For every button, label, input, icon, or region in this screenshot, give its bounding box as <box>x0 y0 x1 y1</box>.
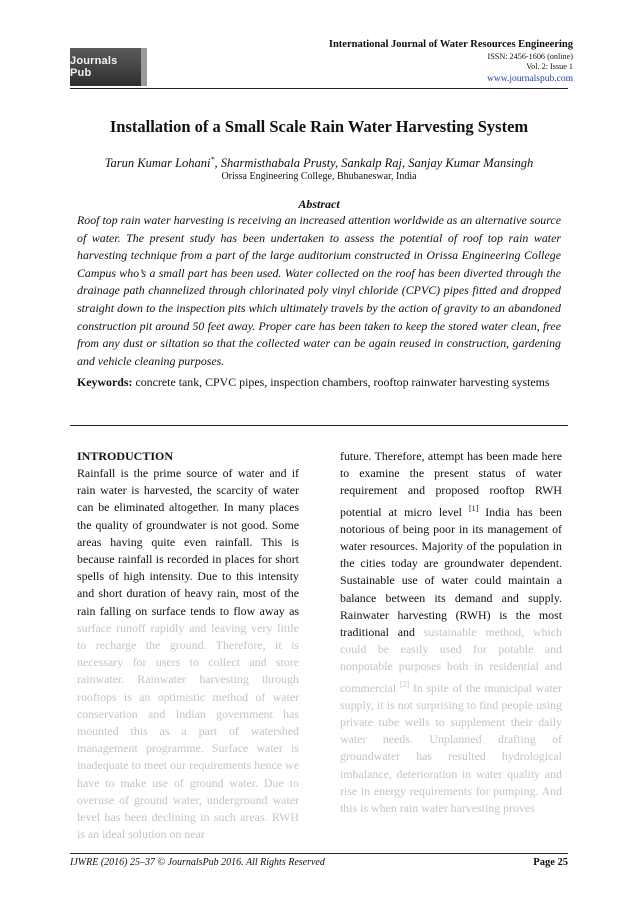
left-column <box>77 448 299 860</box>
keywords-label: Keywords: <box>77 375 133 389</box>
header-rule <box>70 88 568 89</box>
affiliation: Orissa Engineering College, Bhubaneswar, India <box>221 171 417 182</box>
citation-ref-2: [2] <box>399 679 410 689</box>
keywords-text: concrete tank, CPVC pipes, inspection chambers, rooftop rainwater harvesting systems <box>132 375 550 389</box>
paper-title: Installation of a Small Scale Rain Water Harvesting System <box>109 117 529 136</box>
abstract-rule <box>70 425 568 426</box>
logo-text: Journals Pub <box>70 55 118 79</box>
intro-paragraph-right <box>340 448 562 817</box>
journal-header <box>253 38 573 85</box>
corresponding-mark: * <box>210 155 215 164</box>
left-faded-text: surface runoff rapidly and leaving very little to recharge the ground. Therefore, it is necessary for users to collect and store rainwater. Rainwater harvesting through rooftops is an optimistic method of water conservation and Indian government has mounted this as a part of watershed management programme. Surface water is inadequate to meet our requirements hence we have to make use of ground water. Due to overuse of ground water, underground water level has been declining in such areas. RWH is an ideal solution on near <box>77 620 299 842</box>
issn: ISSN: 2456-1606 (online) <box>487 51 573 61</box>
journalspub-logo <box>70 48 147 86</box>
page-number: Page 25 <box>533 857 568 868</box>
right-faded-text-2: In spite of the municipal water supply, it is not surprising to find people using private tube wells to supplement their daily water needs. Unplanned drafting of groundwater has resulted hydrological imbalance, deterioration in water quality and rise in energy requirements for pumping. And this is when rain water harvesting proves <box>340 680 562 815</box>
right-faded-text-1: sustainable method, which could be easily used for potable and nonpotable purposes both in residential and commercial <box>340 625 563 695</box>
keywords <box>77 374 561 391</box>
citation-ref-1: [1] <box>468 503 479 513</box>
footer-citation: IJWRE (2016) 25–37 © JournalsPub 2016. All Rights Reserved <box>70 857 325 868</box>
journal-url[interactable]: www.journalspub.com <box>487 73 573 84</box>
volume-issue: Vol. 2: Issue 1 <box>526 62 573 72</box>
right-column <box>340 448 563 815</box>
author-list <box>70 155 568 171</box>
intro-paragraph-left <box>77 465 299 843</box>
section-heading-introduction: INTRODUCTION <box>77 449 174 463</box>
author-rest: , Sharmisthabala Prusty, Sankalp Raj, Sanjay Kumar Mansingh <box>214 156 534 171</box>
journal-name: International Journal of Water Resources Engineering <box>328 39 573 50</box>
abstract-heading: Abstract <box>298 197 340 211</box>
right-visible-text-2: India has been notorious of being poor in its management of water resources. Majority of the population in the cities today are groundwater dependent. Sustainable use of water could maintain a balance between its demand and supply. Rainwater harvesting (RWH) is the most traditional and <box>340 504 562 639</box>
abstract-text: Roof top rain water harvesting is receiving an increased attention worldwide as an alternative source of water. The present study has been undertaken to assess the potential of roof top rain water harvesting technique from a part of the large auditorium constructed in Orissa Engineering College Campus who’s a small part has been used. Water collected on the roof has been diverted through the drainage path channelized through chlorinated poly vinyl chloride (CPVC) pipes fitted and dropped straight down to the inspection pits which ultimately travels by the action of gravity to an abandoned construction pit around 50 feet away. Proper care has been taken to keep the stored water clean, free from any dust or siltation so that the collected water can be again reused in construction, gardening and vehicle cleaning purposes. <box>77 213 561 368</box>
left-visible-text: Rainfall is the prime source of water and if rain water is harvested, the scarcity of water can be eliminated altogether. In many places the quality of groundwater is not good. Some areas having quite even rainfall. This is because rainfall is recorded in places for short spells of high intensity. Due to this intensity and short duration of heavy rain, most of the rain falling on surface tends to flow away as <box>77 466 299 618</box>
author-first: Tarun Kumar Lohani <box>104 156 211 171</box>
footer-rule <box>70 853 568 854</box>
right-visible-text-1: future. Therefore, attempt has been made here to examine the present status of water requirement and proposed rooftop RWH potential at micro level <box>340 449 562 519</box>
